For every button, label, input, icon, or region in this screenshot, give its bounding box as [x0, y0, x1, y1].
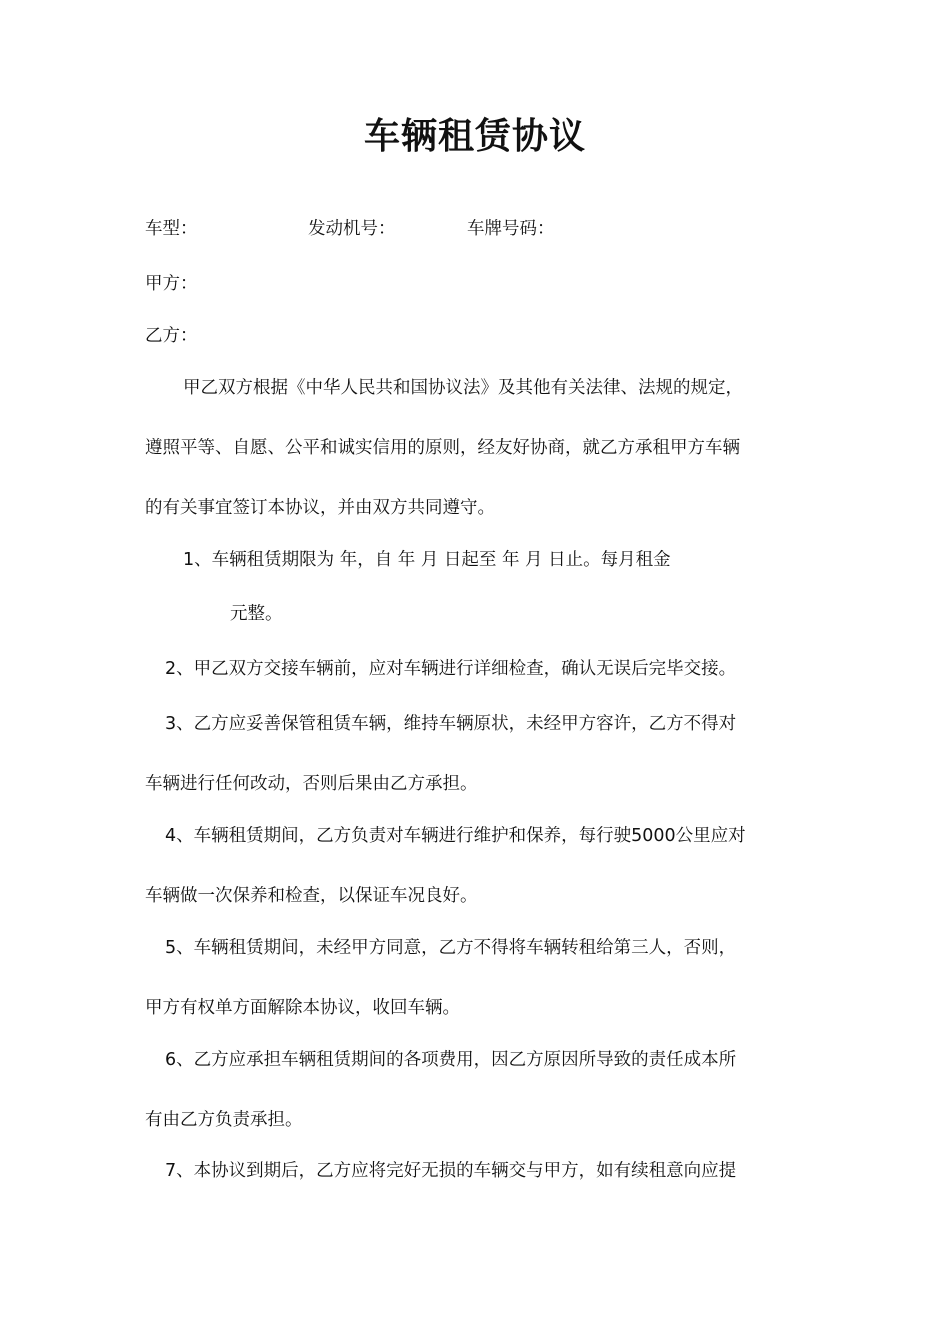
- clause-2-line-1: 2、甲乙双方交接车辆前，应对车辆进行详细检查，确认无误后完毕交接。: [165, 659, 737, 679]
- clause-6-line-2: 有由乙方负责承担。: [145, 1110, 303, 1130]
- car-model-label: 车型：: [145, 219, 198, 239]
- clause-3-line-2: 车辆进行任何改动，否则后果由乙方承担。: [145, 774, 478, 794]
- clause-5-line-2: 甲方有权单方面解除本协议，收回车辆。: [145, 998, 460, 1018]
- clause-4-line-2: 车辆做一次保养和检查，以保证车况良好。: [145, 886, 478, 906]
- clause-3-line-1: 3、乙方应妥善保管租赁车辆，维持车辆原状，未经甲方容许，乙方不得对: [165, 714, 737, 734]
- clause-7-line-1: 7、本协议到期后，乙方应将完好无损的车辆交与甲方，如有续租意向应提: [165, 1161, 737, 1181]
- clause-4-line-1: 4、车辆租赁期间，乙方负责对车辆进行维护和保养，每行驶5000公里应对: [165, 826, 746, 846]
- clause-1-line-1: 1、车辆租赁期限为 年，自 年 月 日起至 年 月 日止。每月租金: [183, 550, 671, 570]
- engine-number-label: 发动机号：: [308, 219, 396, 239]
- intro-line-1: 甲乙双方根据《中华人民共和国协议法》及其他有关法律、法规的规定，: [183, 378, 743, 398]
- clause-1-line-2: 元整。: [230, 604, 283, 624]
- plate-number-label: 车牌号码：: [467, 219, 555, 239]
- clause-6-line-1: 6、乙方应承担车辆租赁期间的各项费用，因乙方原因所导致的责任成本所: [165, 1050, 737, 1070]
- party-b-label: 乙方：: [145, 326, 198, 346]
- clause-5-line-1: 5、车辆租赁期间，未经甲方同意，乙方不得将车辆转租给第三人，否则，: [165, 938, 737, 958]
- intro-line-3: 的有关事宜签订本协议，并由双方共同遵守。: [145, 498, 495, 518]
- intro-line-2: 遵照平等、自愿、公平和诚实信用的原则，经友好协商，就乙方承租甲方车辆: [145, 438, 740, 458]
- party-a-label: 甲方：: [145, 274, 198, 294]
- document-title: 车辆租赁协议: [363, 115, 586, 157]
